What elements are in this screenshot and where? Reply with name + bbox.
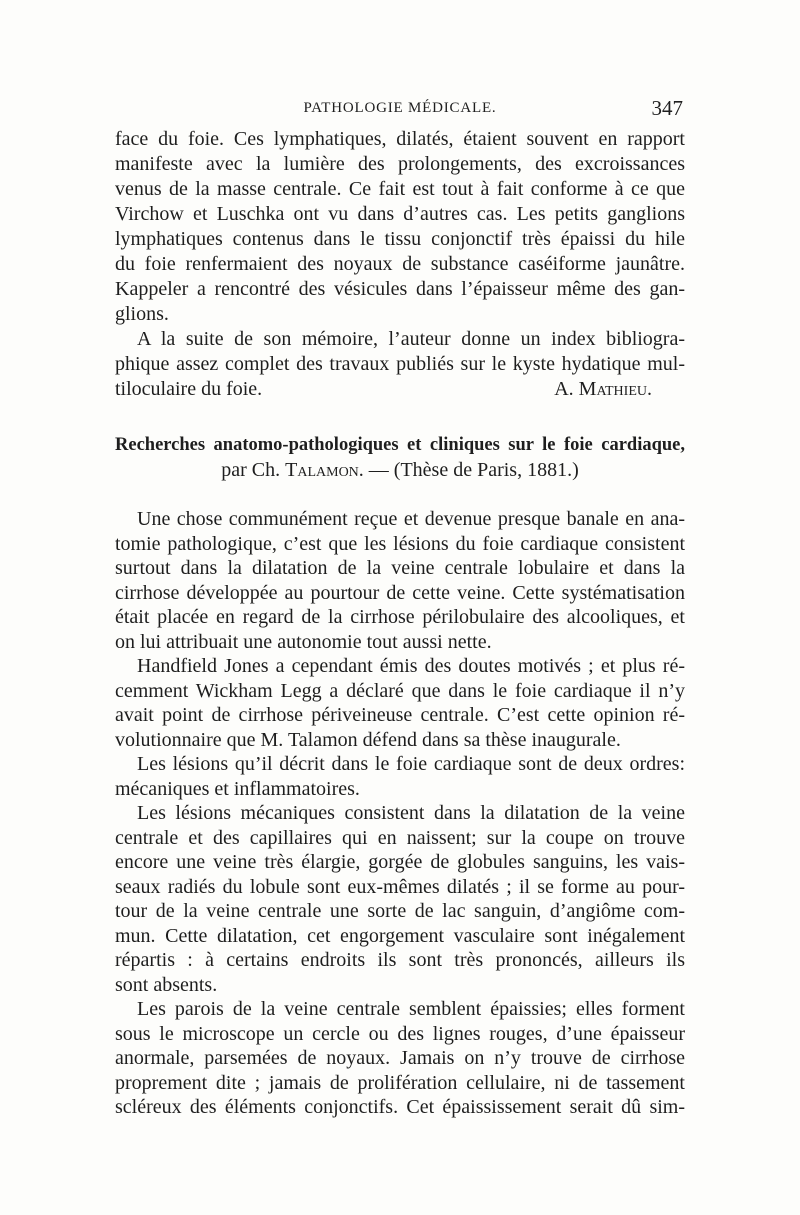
continued-paragraph — [115, 127, 685, 327]
text-line: on lui attribuait une autonomie tout aussi nette. — [115, 630, 492, 653]
text-line: répartis : à certains endroits ils sont très prononcés, ailleurs ils — [115, 949, 685, 971]
text-line: phique assez complet des travaux publiés sur le kyste hydatique mul- — [115, 353, 685, 375]
text-line: mécaniques et inflammatoires. — [115, 777, 360, 800]
article-paragraph — [115, 752, 685, 801]
text-line: volutionnaire que M. Talamon défend dans sa thèse inaugurale. — [115, 728, 621, 751]
page-header — [115, 96, 685, 122]
text-line: surtout dans la dilatation de la veine centrale lobulaire et dans la — [115, 557, 685, 579]
running-title: PATHOLOGIE MÉDICALE. — [303, 100, 497, 116]
text-line: encore une veine très élargie, gorgée de globules sanguins, les vais- — [115, 851, 685, 873]
text-line: cirrhose développée au pourtour de cette veine. Cette systématisation — [115, 581, 685, 604]
text-line: tomie pathologique, c’est que les lésions du foie cardiaque consistent — [115, 532, 685, 555]
article-paragraph — [115, 654, 685, 752]
text-line — [115, 377, 685, 402]
text-line: mun. Cette dilatation, cet engorgement vasculaire sont inégalement — [115, 924, 685, 947]
article-paragraph — [115, 801, 685, 997]
byline-suffix: — (Thèse de Paris, 1881.) — [363, 459, 579, 481]
text-line: Kappeler a rencontré des vésicules dans l’épaisseur même des gan- — [115, 278, 685, 300]
text-line: centrale et des capillaires qui en naissent; sur la coupe on trouve — [115, 826, 685, 849]
signature: A. Mathieu. — [554, 378, 652, 400]
text-line: Handfield Jones a cependant émis des doutes motivés ; et plus ré- — [137, 655, 685, 677]
article-title: Recherches anatomo-pathologiques et cliniques sur le foie cardiaque, — [115, 435, 685, 455]
text-line: avait point de cirrhose périveineuse centrale. C’est cette opinion ré- — [115, 704, 685, 726]
page-number: 347 — [651, 96, 683, 120]
text-line: Les lésions qu’il décrit dans le foie cardiaque sont de deux ordres: — [137, 753, 685, 775]
text-line: Virchow et Luschka ont vu dans d’autres cas. Les petits ganglions — [115, 203, 685, 225]
text-line: était placée en regard de la cirrhose périlobulaire des alcooliques, et — [115, 606, 685, 628]
text-line: sont absents. — [115, 973, 218, 996]
article-heading — [115, 433, 685, 483]
text-line: venus de la masse centrale. Ce fait est tout à fait conforme à ce que — [115, 178, 685, 200]
article-paragraph — [115, 997, 685, 1120]
article-body — [115, 507, 685, 1120]
text-line: du foie renfermaient des noyaux de substance caséiforme jaunâtre. — [115, 253, 685, 275]
text-line: Les parois de la veine centrale semblent épaissies; elles forment — [137, 998, 685, 1020]
text-line: seaux radiés du lobule sont eux-mêmes dilatés ; il se forme au pour- — [115, 875, 685, 898]
text-line: scléreux des éléments conjonctifs. Cet épaississement serait dû sim- — [115, 1096, 685, 1118]
text-line: proprement dite ; jamais de prolifération cellulaire, ni de tassement — [115, 1071, 685, 1094]
text-line: anormale, parsemées de noyaux. Jamais on n’y trouve de cirrhose — [115, 1047, 685, 1069]
text-line: sous le microscope un cercle ou des lignes rouges, d’une épaisseur — [115, 1022, 685, 1045]
text-line: face du foie. Ces lymphatiques, dilatés, étaient souvent en rapport — [115, 128, 685, 150]
author-name: Talamon. — [285, 459, 364, 481]
text-line: A la suite de son mémoire, l’auteur donne un index bibliogra- — [137, 328, 685, 350]
text-line: lymphatiques contenus dans le tissu conjonctif très épaissi du hile — [115, 228, 685, 250]
text-line-end: tiloculaire du foie. — [115, 378, 263, 400]
text-line: cemment Wickham Legg a déclaré que dans le foie cardiaque il n’y — [115, 679, 685, 702]
closing-paragraph — [115, 327, 685, 402]
text-line: glions. — [115, 303, 169, 325]
previous-review — [115, 127, 685, 402]
text-line: manifeste avec la lumière des prolongements, des excroissances — [115, 153, 685, 175]
text-line: Une chose communément reçue et devenue presque banale en ana- — [137, 508, 685, 530]
text-line: Les lésions mécaniques consistent dans la dilatation de la veine — [137, 802, 685, 824]
byline-prefix: par Ch. — [221, 459, 286, 481]
text-line: tour de la veine centrale une sorte de lac sanguin, d’angiôme com- — [115, 900, 685, 922]
article-paragraph — [115, 507, 685, 654]
article-byline — [115, 458, 685, 483]
